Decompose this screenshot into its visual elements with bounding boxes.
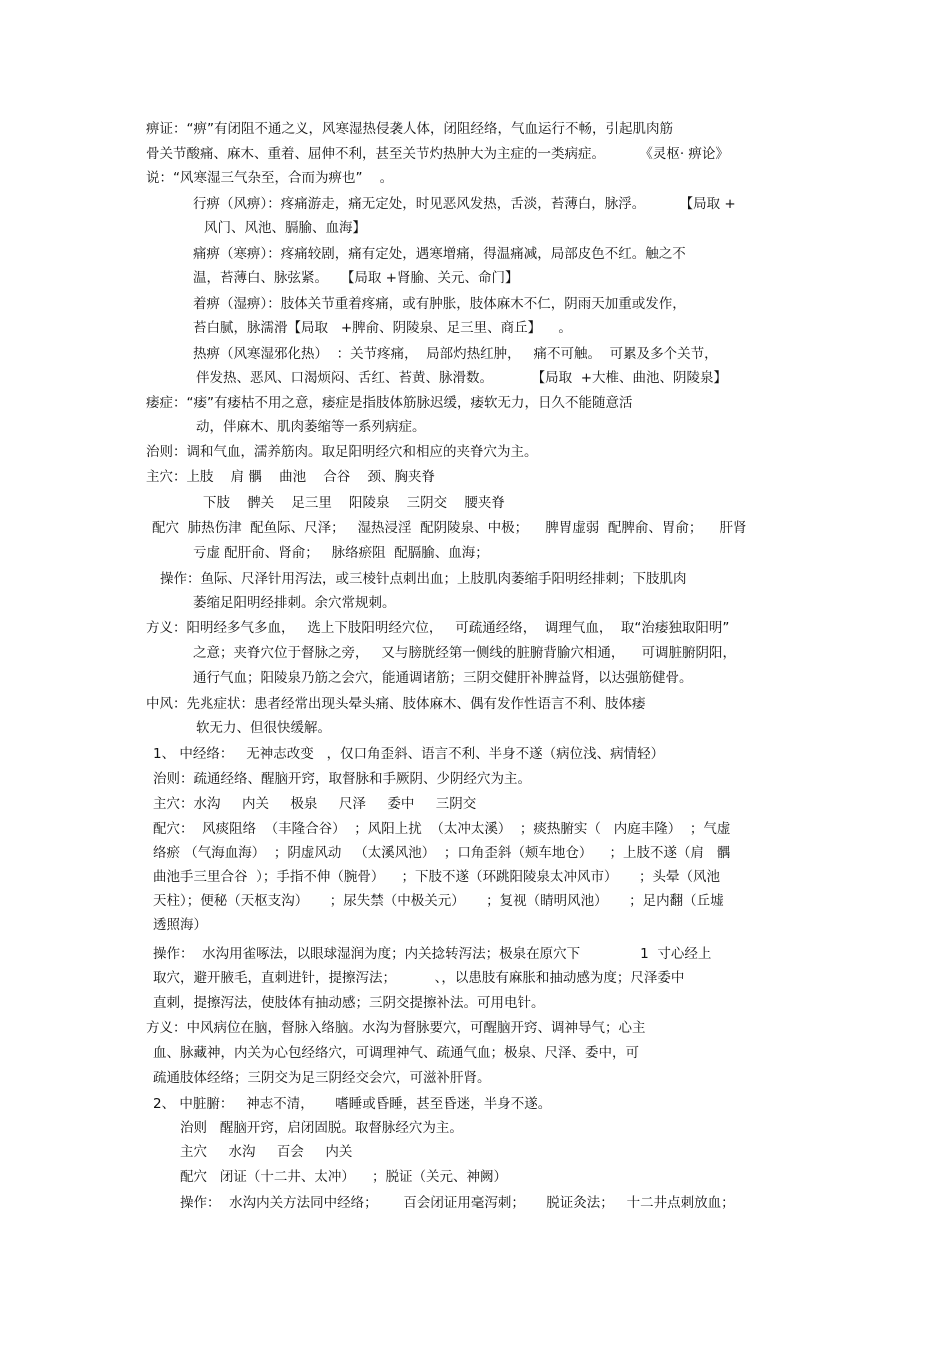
text-line: 治则：调和气血，濡养筋肉。取足阳明经穴和相应的夹脊穴为主。 <box>146 444 538 460</box>
text-line: 软无力、但很快缓解。 <box>196 720 331 736</box>
text-line: 操作：鱼际、尺泽针用泻法，或三棱针点刺出血；上肢肌肉萎缩手阳明经排刺；下肢肌肉 <box>160 571 687 587</box>
text-line: 配穴 肺热伤津 配鱼际、尺泽； 湿热浸淫 配阴陵泉、中极； 脾胃虚弱 配脾俞、胃俞； 肝肾 <box>152 520 747 536</box>
text-line: 方义：中风病位在脑，督脉入络脑。水沟为督脉要穴，可醒脑开窍、调神导气；心主 <box>146 1020 646 1036</box>
text-line: 苔白腻，脉濡滑【局取 +脾俞、阴陵泉、足三里、商丘】 。 <box>193 320 572 336</box>
text-line: 方义：阳明经多气多血， 选上下肢阳明经穴位， 可疏通经络， 调理气血， 取“治痿独取阳明” <box>146 620 730 636</box>
text-line: 治则：疏通经络、醒脑开窍，取督脉和手厥阴、少阴经穴为主。 <box>153 771 531 787</box>
text-line: 中风：先兆症状：患者经常出现头晕头痛、肢体麻木、偶有发作性语言不利、肢体痿 <box>146 696 646 712</box>
text-line: 操作： 水沟内关方法同中经络； 百会闭证用毫泻刺； 脱证灸法； 十二井点刺放血； <box>180 1195 735 1211</box>
text-line: 萎缩足阳明经排刺。余穴常规刺。 <box>193 595 396 611</box>
text-line: 骨关节酸痛、麻木、重着、屈伸不利，甚至关节灼热肿大为主症的一类病症。 《灵枢· 痹论》 <box>146 146 729 162</box>
text-line: 痛痹（寒痹）：疼痛较剧，痛有定处，遇寒增痛，得温痛减，局部皮色不红。触之不 <box>193 246 686 262</box>
text-line: 配穴： 风痰阻络 （丰隆合谷） ；风阳上扰 （太冲太溪） ；痰热腑实（ 内庭丰隆） ；气虚 <box>153 821 731 837</box>
text-line: 1、 中经络： 无神志改变 ，仅口角歪斜、语言不利、半身不遂（病位浅、病情轻） <box>153 746 665 762</box>
text-line: 天柱）；便秘（天枢支沟） ；尿失禁（中极关元） ；复视（睛明风池） ；足内翻（丘墟 <box>153 893 724 909</box>
text-line: 透照海） <box>153 917 207 933</box>
text-line: 着痹（湿痹）：肢体关节重着疼痛，或有肿胀，肢体麻木不仁，阴雨天加重或发作， <box>193 296 686 312</box>
text-line: 之意；夹脊穴位于督脉之旁， 又与膀胱经第一侧线的脏腑背腧穴相通， 可调脏腑阴阳， <box>193 645 737 661</box>
text-line: 取穴，避开腋毛，直刺进针，提擦泻法； 、，以患肢有麻胀和抽动感为度；尺泽委中 <box>153 970 685 986</box>
text-line: 痿症：“痿”有痿枯不用之意，痿症是指肢体筋脉迟缓，痿软无力，日久不能随意活 <box>146 395 633 411</box>
text-line: 络瘀 （气海血海） ；阴虚风动 （太溪风池） ；口角歪斜（颊车地仓） ；上肢不遂（肩 髃 <box>153 845 731 861</box>
text-line: 疏通肢体经络；三阴交为足三阴经交会穴，可滋补肝肾。 <box>153 1070 491 1086</box>
text-line: 热痹（风寒湿邪化热） ：关节疼痛， 局部灼热红肿， 痛不可触。 可累及多个关节， <box>193 346 718 362</box>
text-line: 主穴：水沟 内关 极泉 尺泽 委中 三阴交 <box>153 796 477 812</box>
text-line: 配穴 闭证（十二井、太冲） ；脱证（关元、神阙） <box>180 1169 508 1185</box>
text-line: 2、 中脏腑： 神志不清， 嗜睡或昏睡，甚至昏迷，半身不遂。 <box>153 1096 552 1112</box>
text-line: 伴发热、恶风、口渴烦闷、舌红、苔黄、脉滑数。 【局取 +大椎、曲池、阴陵泉】 <box>196 370 728 386</box>
text-line: 直刺，提擦泻法，使肢体有抽动感；三阴交提擦补法。可用电针。 <box>153 995 545 1011</box>
text-line: 温，苔薄白、脉弦紧。 【局取 +肾腧、关元、命门】 <box>193 270 519 286</box>
text-line: 动，伴麻木、肌肉萎缩等一系列病症。 <box>196 419 426 435</box>
text-line: 曲池手三里合谷 ）；手指不伸（腕骨） ；下肢不遂（环跳阳陵泉太冲风市） ；头晕（风池 <box>153 869 720 885</box>
text-line: 行痹（风痹）：疼痛游走，痛无定处，时见恶风发热，舌淡，苔薄白，脉浮。 【局取 + <box>193 196 736 212</box>
text-line: 操作： 水沟用雀啄法，以眼球湿润为度；内关捻转泻法；极泉在原穴下 1 寸心经上 <box>153 946 712 962</box>
text-line: 说：“风寒湿三气杂至，合而为痹也” 。 <box>146 170 394 186</box>
text-line: 痹证：“痹”有闭阻不通之义，风寒湿热侵袭人体，闭阻经络，气血运行不畅，引起肌肉筋 <box>146 121 673 137</box>
text-line: 下肢 髀关 足三里 阳陵泉 三阴交 腰夹脊 <box>203 495 505 511</box>
text-line: 通行气血；阳陵泉乃筋之会穴，能通调诸筋；三阴交健肝补脾益肾，以达强筋健骨。 <box>193 670 693 686</box>
text-line: 风门、风池、膈腧、血海】 <box>204 220 366 236</box>
text-line: 主穴：上肢 肩 髃 曲池 合谷 颈、胸夹脊 <box>146 469 435 485</box>
text-line: 治则 醒脑开窍，启闭固脱。取督脉经穴为主。 <box>180 1120 463 1136</box>
text-line: 亏虚 配肝俞、肾俞； 脉络瘀阻 配膈腧、血海； <box>193 545 489 561</box>
text-line: 血、脉藏神，内关为心包经络穴，可调理神气、疏通气血；极泉、尺泽、委中，可 <box>153 1045 639 1061</box>
text-line: 主穴 水沟 百会 内关 <box>180 1144 353 1160</box>
